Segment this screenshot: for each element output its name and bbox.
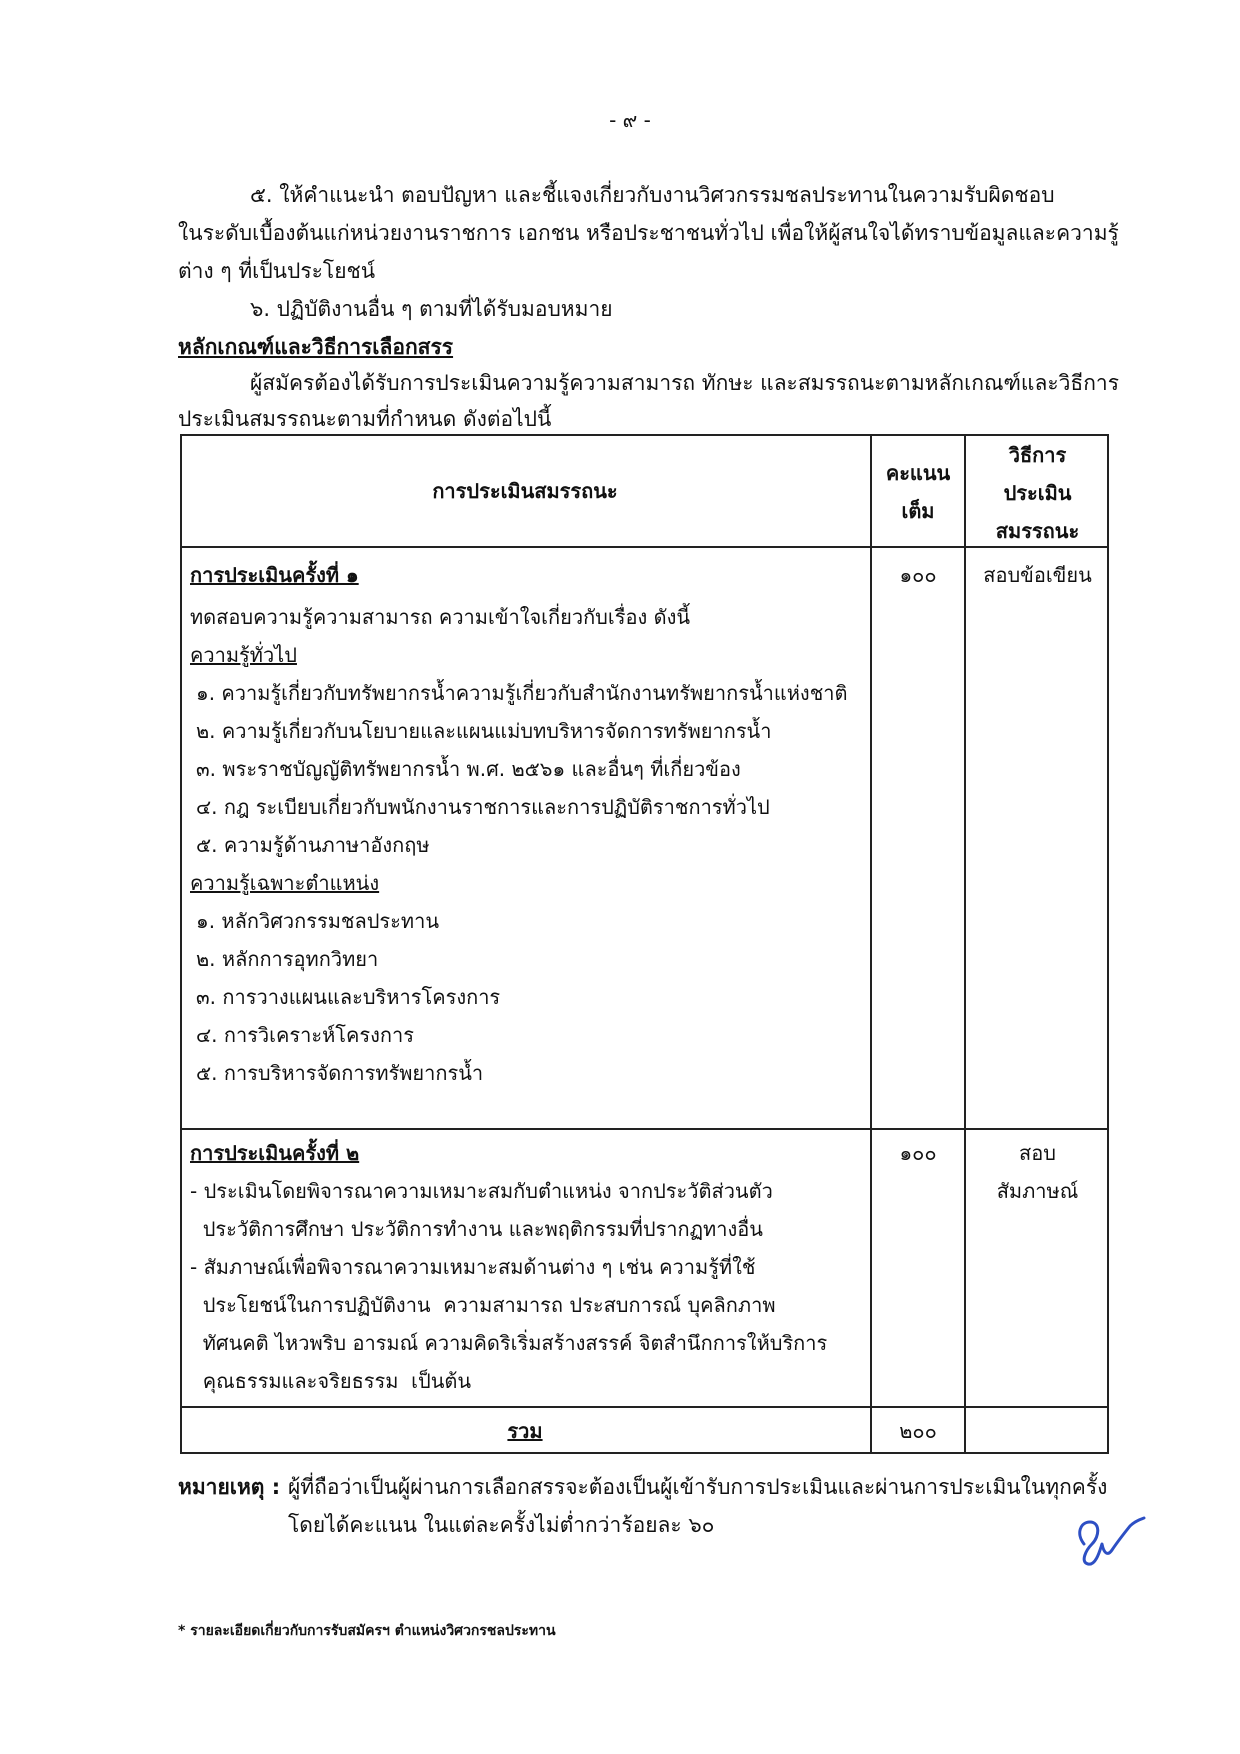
round2-line: ประโยชน์ในการปฏิบัติงาน ความสามารถ ประสบการณ์ บุคลิกภาพ [190,1293,776,1317]
round1-method: สอบข้อเขียน [983,563,1092,587]
footnote: * รายละเอียดเกี่ยวกับการรับสมัครฯ ตำแหน่งวิศวกรชลประทาน [178,1623,556,1639]
specific-item: ๕. การบริหารจัดการทรัพยากรน้ำ [196,1061,484,1085]
round1-intro: ทดสอบความรู้ความสามารถ ความเข้าใจเกี่ยวกับเรื่อง ดังนี้ [190,605,691,629]
round2-line: ประวัติการศึกษา ประวัติการทำงาน และพฤติกรรมที่ปรากฏทางอื่น [190,1217,763,1241]
duty-item-5-line1: ๕. ให้คำแนะนำ ตอบปัญหา และชี้แจงเกี่ยวกับงานวิศวกรรมชลประทานในความรับผิดชอบ [250,183,1055,207]
specific-item: ๒. หลักการอุทกวิทยา [196,947,379,971]
round2-score: ๑๐๐ [899,1141,937,1165]
round2-line: ทัศนคติ ไหวพริบ อารมณ์ ความคิดริเริ่มสร้างสรรค์ จิตสำนึกการให้บริการ [190,1331,828,1355]
general-item: ๕. ความรู้ด้านภาษาอังกฤษ [196,833,430,857]
round2-method-line2: สัมภาษณ์ [996,1179,1079,1203]
section-paragraph-line1: ผู้สมัครต้องได้รับการประเมินความรู้ความสามารถ ทักษะ และสมรรถนะตามหลักเกณฑ์และวิธีการ [250,371,1119,395]
header-method-line3: สมรรถนะ [995,519,1080,543]
note-line1: ผู้ที่ถือว่าเป็นผู้ผ่านการเลือกสรรจะต้องเป็นผู้เข้ารับการประเมินและผ่านการประเมินในทุกครั้ง [288,1475,1108,1499]
round2-title: การประเมินครั้งที่ ๒ [190,1141,360,1165]
general-item: ๒. ความรู้เกี่ยวกับนโยบายและแผนแม่บทบริหารจัดการทรัพยากรน้ำ [196,719,772,743]
round1-specific-heading: ความรู้เฉพาะตำแหน่ง [190,871,380,895]
specific-item: ๑. หลักวิศวกรรมชลประทาน [196,909,439,933]
header-score-line1: คะแนน [885,461,951,485]
general-item: ๔. กฎ ระเบียบเกี่ยวกับพนักงานราชการและการปฏิบัติราชการทั่วไป [196,795,770,819]
round1-score: ๑๐๐ [899,563,937,587]
round1-general-heading: ความรู้ทั่วไป [190,643,297,667]
page-number: - ๙ - [609,108,651,132]
duty-item-5-line3: ต่าง ๆ ที่เป็นประโยชน์ [178,259,376,283]
round2-method-line1: สอบ [1019,1141,1056,1165]
header-method-line2: ประเมิน [1003,481,1072,505]
round2-line: - ประเมินโดยพิจารณาความเหมาะสมกับตำแหน่ง จากประวัติส่วนตัว [190,1179,773,1203]
header-method-line1: วิธีการ [1008,443,1067,467]
general-item: ๑. ความรู้เกี่ยวกับทรัพยากรน้ำความรู้เกี่ยวกับสำนักงานทรัพยากรน้ำแห่งชาติ [196,681,848,705]
header-score-line2: เต็ม [901,499,935,523]
table-round-divider [180,1128,1109,1130]
handwritten-signature [1070,1510,1150,1570]
general-item: ๓. พระราชบัญญัติทรัพยากรน้ำ พ.ศ. ๒๕๖๑ และอื่นๆ ที่เกี่ยวข้อง [196,757,741,781]
table-total-divider [180,1406,1109,1408]
total-label: รวม [507,1419,543,1443]
section-heading: หลักเกณฑ์และวิธีการเลือกสรร [178,335,454,359]
note-label: หมายเหตุ : [178,1475,281,1499]
specific-item: ๔. การวิเคราะห์โครงการ [196,1023,414,1047]
duty-item-5-line2: ในระดับเบื้องต้นแก่หน่วยงานราชการ เอกชน หรือประชาชนทั่วไป เพื่อให้ผู้สนใจได้ทราบข้อมูลและความรู้ [178,221,1119,245]
duty-item-6: ๖. ปฏิบัติงานอื่น ๆ ตามที่ได้รับมอบหมาย [250,297,613,321]
total-score: ๒๐๐ [899,1419,937,1443]
round1-title: การประเมินครั้งที่ ๑ [190,563,359,587]
section-paragraph-line2: ประเมินสมรรถนะตามที่กำหนด ดังต่อไปนี้ [178,407,552,431]
round2-line: - สัมภาษณ์เพื่อพิจารณาความเหมาะสมด้านต่าง ๆ เช่น ความรู้ที่ใช้ [190,1255,756,1279]
header-assessment: การประเมินสมรรถนะ [432,479,618,503]
note-line2: โดยได้คะแนน ในแต่ละครั้งไม่ต่ำกว่าร้อยละ ๖๐ [288,1513,715,1537]
round2-line: คุณธรรมและจริยธรรม เป็นต้น [190,1369,472,1393]
specific-item: ๓. การวางแผนและบริหารโครงการ [196,985,501,1009]
